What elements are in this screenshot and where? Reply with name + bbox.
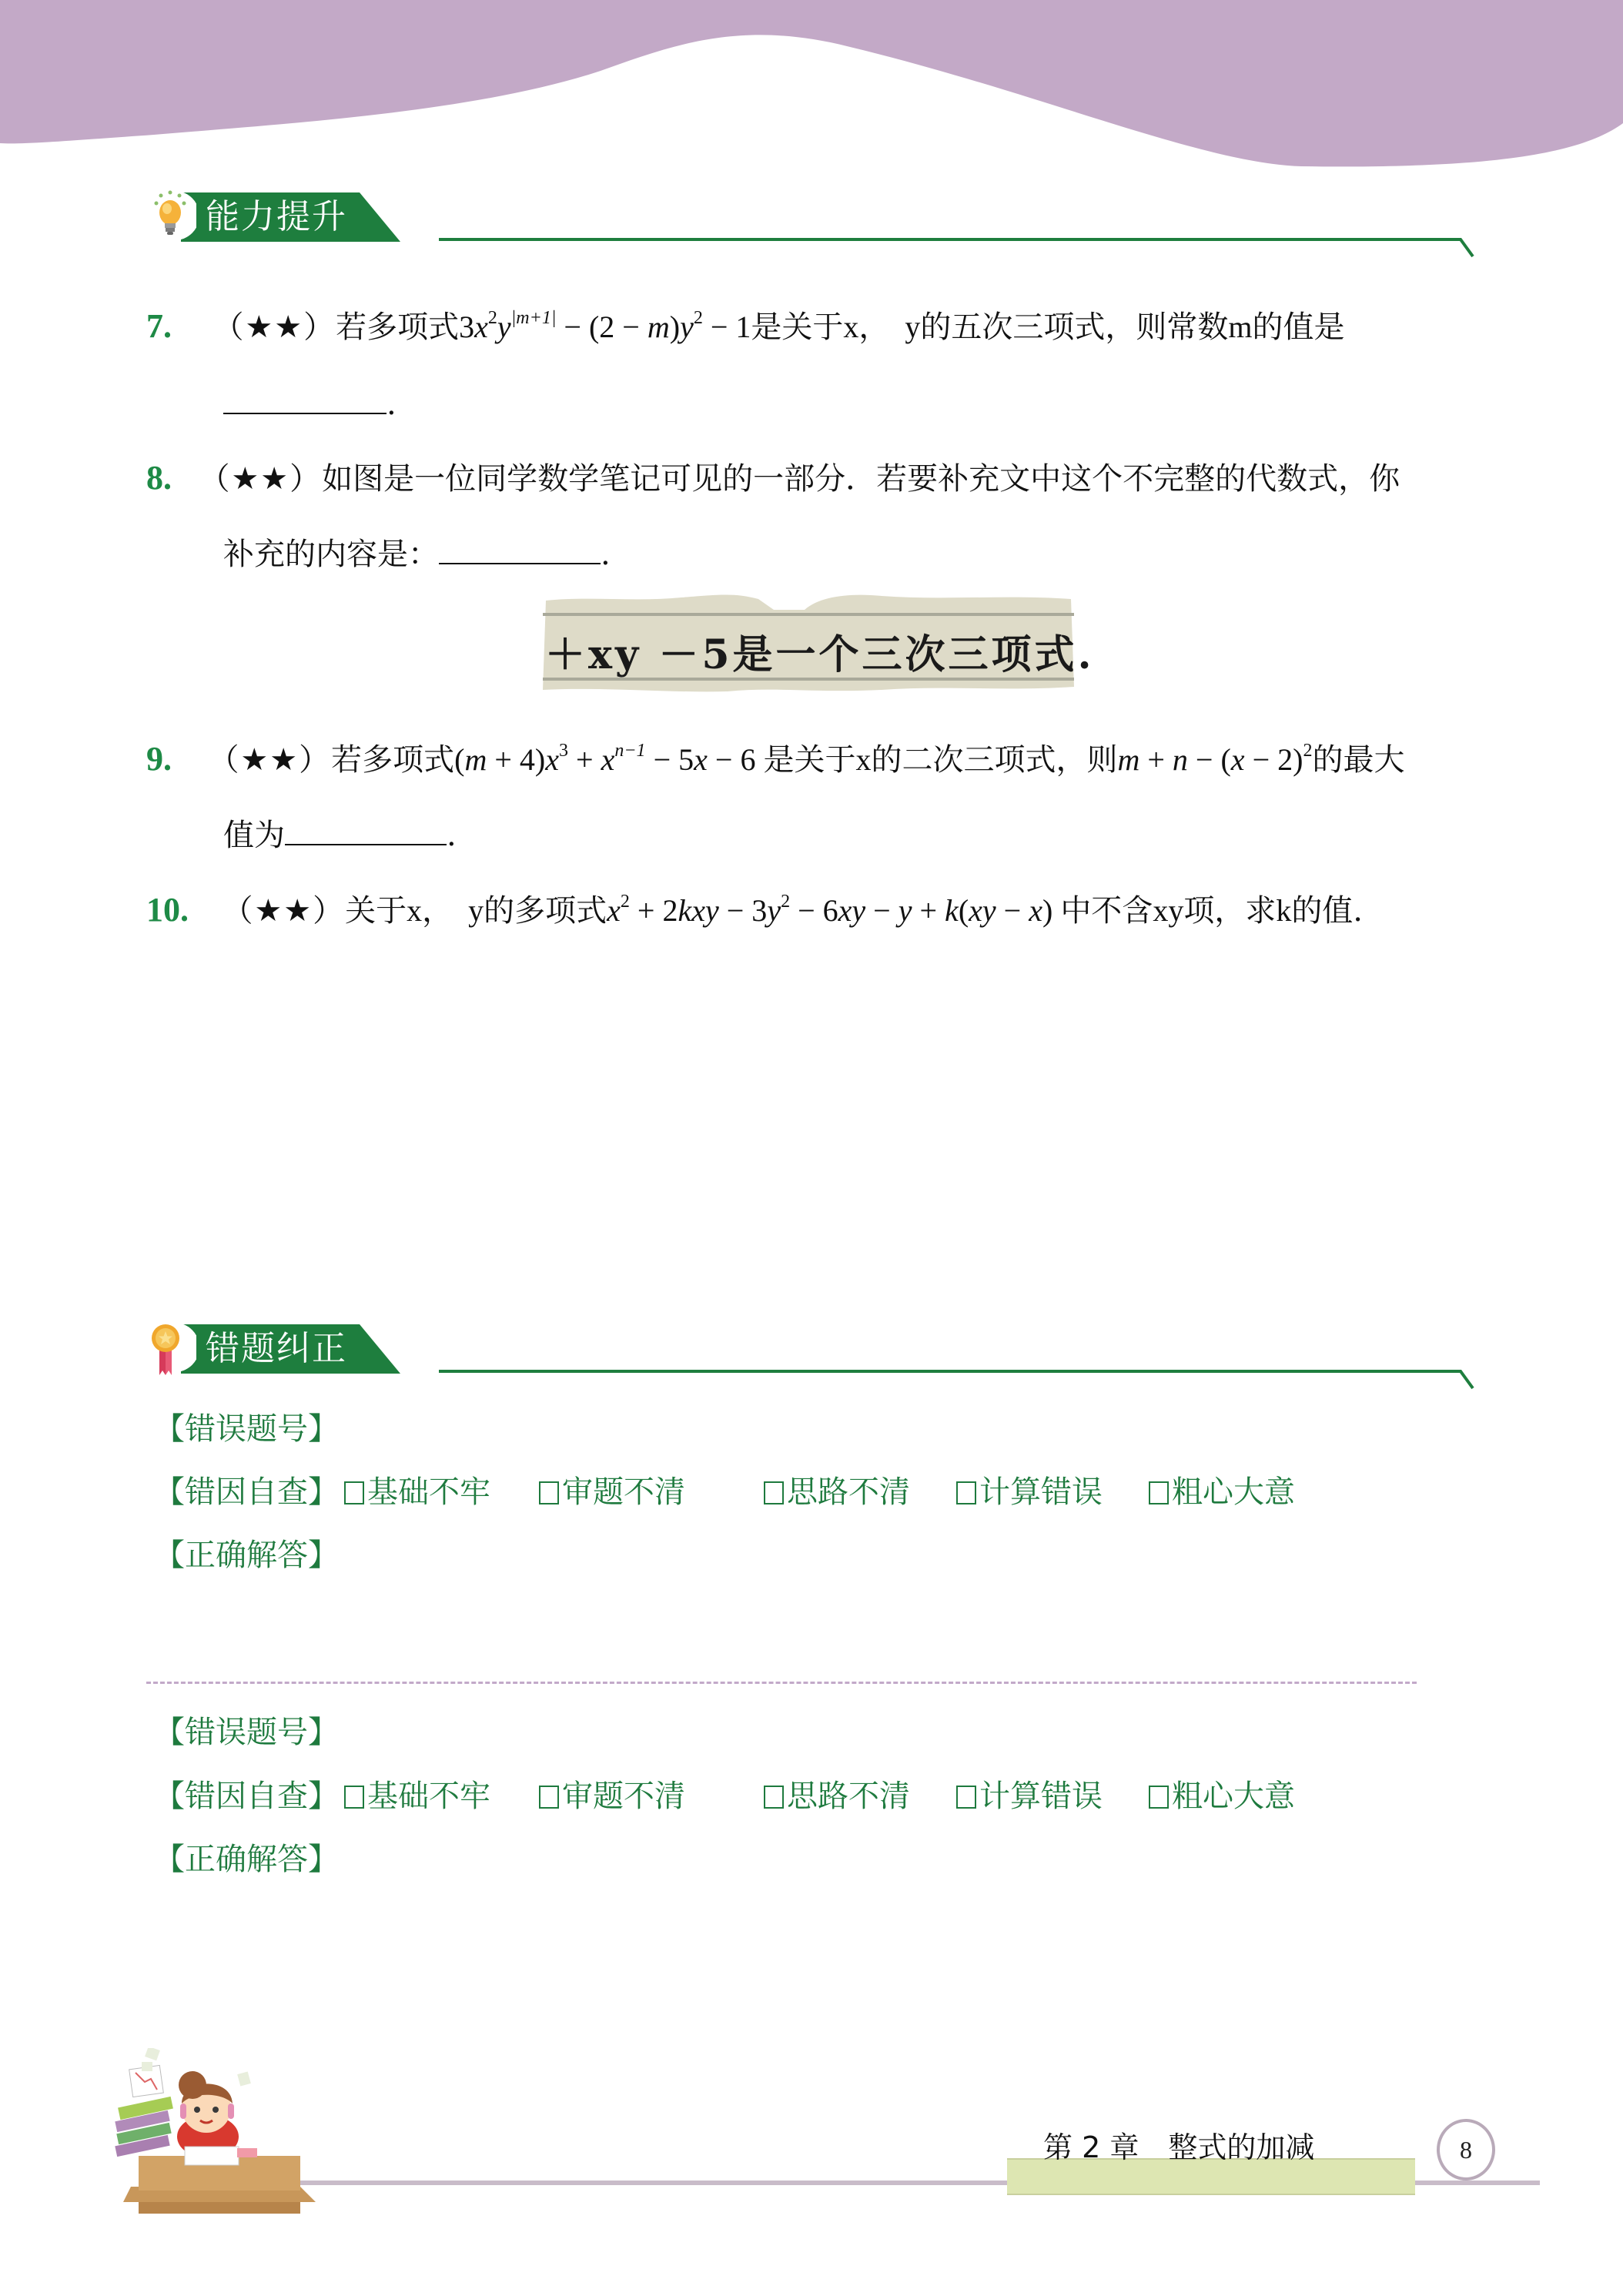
question-9-line2	[223, 816, 457, 854]
math-expression: $3x^2y^{|m+1|} - (2 - m)y^2 - 1$	[459, 307, 751, 344]
question-number: 7.	[146, 307, 172, 345]
section-rule	[439, 1369, 1486, 1392]
question-text: 是关于	[763, 742, 856, 778]
checkbox-icon[interactable]	[1149, 1786, 1169, 1809]
section-title: 错题纠正	[206, 1329, 347, 1368]
answer-blank[interactable]	[285, 816, 447, 845]
var-m: m	[1228, 310, 1253, 344]
checkbox-icon[interactable]	[539, 1786, 559, 1809]
checkbox-option-unclear-thinking[interactable]: 思路不清	[764, 1778, 910, 1815]
checkbox-icon[interactable]	[956, 1481, 976, 1504]
chapter-title: 第 2 章 整式的加减	[1043, 2130, 1315, 2164]
difficulty-stars: （★★）	[222, 893, 346, 929]
question-text: 的值是	[1252, 310, 1345, 345]
var-x: x	[407, 893, 423, 928]
checkbox-option-careless[interactable]: 粗心大意	[1149, 1474, 1295, 1511]
checkbox-icon[interactable]	[539, 1481, 559, 1504]
checkbox-option-unclear-thinking[interactable]: 思路不清	[764, 1474, 910, 1511]
question-text: 的二次三项式，则	[871, 742, 1118, 778]
header-wave-decoration	[0, 0, 1623, 185]
question-text: 值为	[223, 818, 285, 853]
question-8	[146, 460, 1400, 497]
checkbox-option-basics[interactable]: 基础不牢	[344, 1778, 490, 1815]
difficulty-stars: （★★）	[212, 310, 336, 345]
error-self-check-label: 【错因自查】	[154, 1779, 339, 1814]
question-number: 8.	[146, 459, 172, 497]
error-self-check-label: 【错因自查】	[154, 1474, 339, 1510]
correct-answer-label: 【正确解答】	[154, 1842, 339, 1877]
checkbox-option-misread[interactable]: 审题不清	[539, 1474, 685, 1511]
section-header-ability	[150, 192, 1490, 246]
question-text: 的最大	[1312, 742, 1405, 778]
checkbox-option-calculation[interactable]: 计算错误	[956, 1778, 1103, 1815]
checkbox-icon[interactable]	[764, 1786, 784, 1809]
var-k: k	[1276, 893, 1292, 928]
question-text: 的五次三项式，则常数	[920, 310, 1229, 345]
var-y: y	[468, 893, 484, 928]
question-number: 10.	[146, 891, 189, 929]
question-text: 如图是一位同学数学笔记可见的一部分．若要补充文中这个不完整的代数式，你	[322, 461, 1400, 497]
checkbox-option-careless[interactable]: 粗心大意	[1149, 1778, 1295, 1815]
period: .	[447, 818, 457, 853]
section-rule	[439, 237, 1486, 260]
var-x: x	[855, 742, 872, 777]
checkbox-option-calculation[interactable]: 计算错误	[956, 1474, 1103, 1511]
question-7-answer-line	[223, 385, 397, 423]
question-text: 的值.	[1291, 893, 1364, 929]
answer-blank[interactable]	[223, 385, 387, 414]
lightbulb-icon	[150, 189, 196, 246]
var-xy: xy	[1153, 893, 1184, 928]
period: .	[601, 537, 611, 572]
notebook-fragment-text: ＋xy －5是一个三次三项式.	[545, 631, 1095, 678]
question-number: 9.	[146, 740, 172, 778]
checkbox-option-misread[interactable]: 审题不清	[539, 1778, 685, 1815]
medal-icon	[150, 1321, 196, 1378]
section-title: 能力提升	[206, 197, 347, 236]
page-number	[1437, 2119, 1495, 2181]
question-9	[146, 741, 1404, 778]
checkbox-icon[interactable]	[1149, 1481, 1169, 1504]
checkbox-icon[interactable]	[764, 1481, 784, 1504]
question-10: 10. （★★）关于x， y的多项式$x^2 + 2kxy - 3y^2 - 6xy - y + k(xy - x)$ 中不含xy项，求k的值.	[146, 891, 1364, 929]
question-text: 补充的内容是：	[223, 537, 439, 572]
question-text: 中不含	[1060, 893, 1153, 929]
var-x: x	[843, 310, 859, 344]
girl-studying-illustration-icon	[108, 2048, 316, 2214]
question-text: 是关于	[751, 310, 844, 345]
question-text: 若多项式	[331, 742, 455, 778]
wrong-question-number-label: 【错误题号】	[154, 1411, 339, 1447]
wrong-question-number-label: 【错误题号】	[154, 1715, 339, 1750]
answer-blank[interactable]	[439, 535, 601, 564]
correct-answer-label: 【正确解答】	[154, 1538, 339, 1573]
section-header-correction	[150, 1324, 1490, 1378]
dashed-separator	[146, 1682, 1417, 1684]
period: .	[387, 387, 397, 422]
checkbox-icon[interactable]	[344, 1786, 364, 1809]
question-text: 关于	[345, 893, 407, 929]
question-8-line2	[223, 535, 611, 573]
page-number-text: 8	[1460, 2135, 1472, 2164]
checkbox-icon[interactable]	[344, 1481, 364, 1504]
difficulty-stars: （★★）	[199, 461, 323, 497]
math-expression-tail: $m + n - (x - 2)^2$	[1117, 740, 1313, 777]
var-y: y	[905, 310, 921, 344]
question-text: 若多项式	[336, 310, 460, 345]
question-text: 的多项式	[484, 893, 607, 929]
math-expression: $x^2 + 2kxy - 3y^2 - 6xy - y + k(xy - x)$	[607, 891, 1061, 928]
math-expression: $(m + 4)x^3 + x^{n-1} - 5x - 6$	[454, 740, 756, 777]
question-7: 7. （★★）若多项式$3x^2y^{|m+1|} - (2 - m)y^2 - 1$是关于x， y的五次三项式，则常数m的值是	[146, 307, 1345, 345]
checkbox-icon[interactable]	[956, 1786, 976, 1809]
difficulty-stars: （★★）	[208, 742, 332, 778]
question-text: 项，求	[1183, 893, 1277, 929]
checkbox-option-basics[interactable]: 基础不牢	[344, 1474, 490, 1511]
